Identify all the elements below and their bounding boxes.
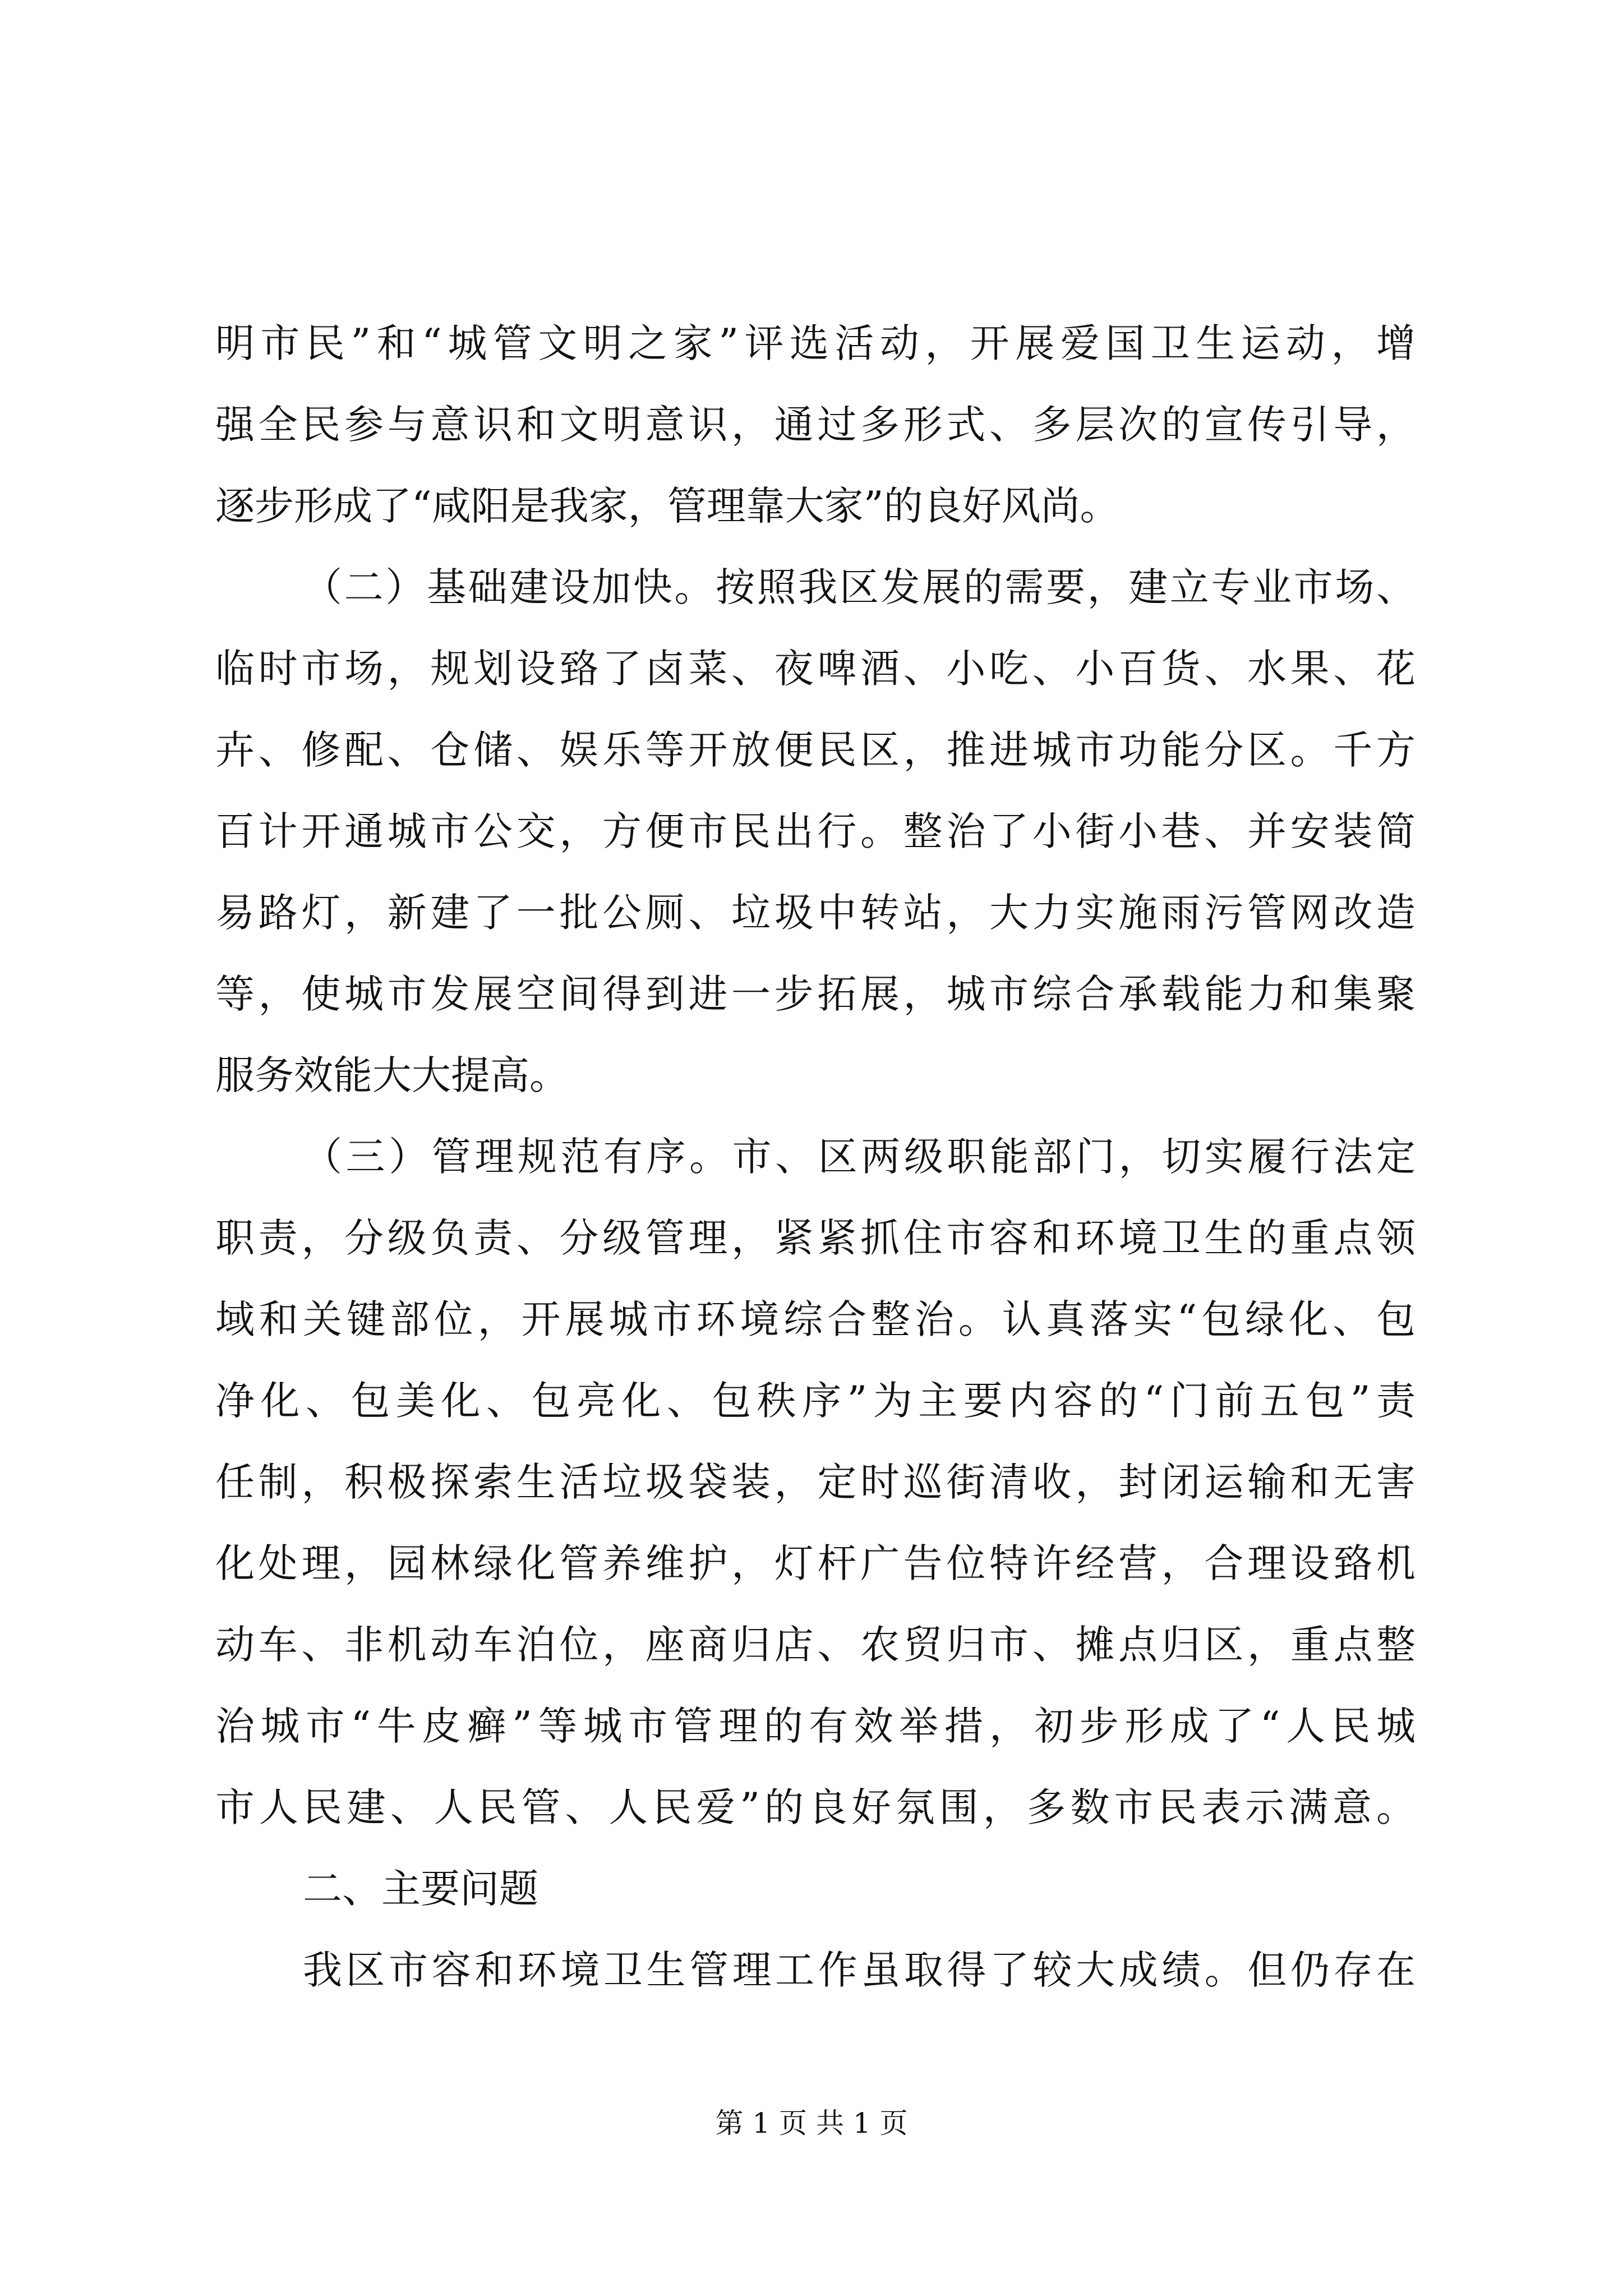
text-line: 化处理，园林绿化管养维护，灯杆广告位特许经营，合理设臵机 (215, 1540, 1415, 1586)
text-line: 我区市容和环境卫生管理工作虽取得了较大成绩。但仍存在 (303, 1947, 1415, 1993)
text-line: 市人民建、人民管、人民爱”的良好氛围，多数市民表示满意。 (215, 1784, 1415, 1830)
text-line: 服务效能大大提高。 (215, 1052, 569, 1098)
paragraph-heading-line: （二）基础建设加快。按照我区发展的需要，建立专业市场、 (303, 564, 1415, 610)
text-line: 易路灯，新建了一批公厕、垃圾中转站，大力实施雨污管网改造 (215, 890, 1415, 936)
page-footer: 第 1 页 共 1 页 (715, 2107, 908, 2139)
text-line: 百计开通城市公交，方便市民出行。整治了小街小巷、并安装简 (215, 808, 1415, 854)
text-line: 净化、包美化、包亮化、包秩序”为主要内容的“门前五包”责 (215, 1378, 1415, 1424)
text-line: 明市民”和“城管文明之家”评选活动，开展爱国卫生运动，增 (215, 320, 1415, 366)
document-body (215, 303, 1415, 2011)
text-line: 域和关键部位，开展城市环境综合整治。认真落实“包绿化、包 (215, 1296, 1415, 1342)
text-line: 治城市“牛皮癣”等城市管理的有效举措，初步形成了“人民城 (215, 1703, 1415, 1749)
paragraph-heading-line: （三）管理规范有序。市、区两级职能部门，切实履行法定 (303, 1134, 1415, 1180)
text-line: 动车、非机动车泊位，座商归店、农贸归市、摊点归区，重点整 (215, 1622, 1415, 1668)
text-line: 等，使城市发展空间得到进一步拓展，城市综合承载能力和集聚 (215, 971, 1415, 1017)
section-heading: 二、主要问题 (303, 1866, 538, 1912)
text-line: 逐步形成了“咸阳是我家，管理靠大家”的良好风尚。 (215, 483, 1119, 529)
text-line: 职责，分级负责、分级管理，紧紧抓住市容和环境卫生的重点领 (215, 1215, 1415, 1261)
text-line: 卉、修配、仓储、娱乐等开放便民区，推进城市功能分区。千方 (215, 727, 1415, 773)
text-line: 临时市场，规划设臵了卤菜、夜啤酒、小吃、小百货、水果、花 (215, 646, 1415, 692)
text-line: 任制，积极探索生活垃圾袋装，定时巡街清收，封闭运输和无害 (215, 1459, 1415, 1505)
text-line: 强全民参与意识和文明意识，通过多形式、多层次的宣传引导， (215, 402, 1415, 448)
